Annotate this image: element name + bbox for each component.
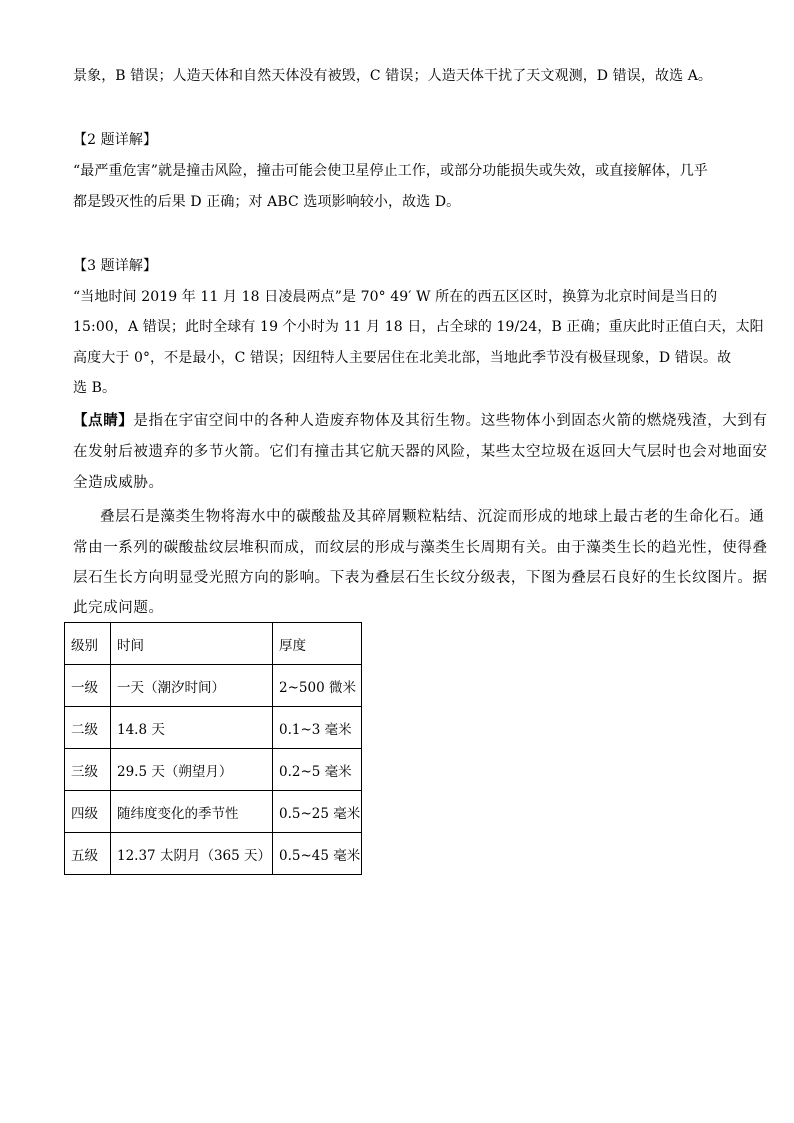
dianjing-line-2: 在发射后被遗弃的多节火箭。它们有撞击其它航天器的风险，某些太空垃圾在返回大气层时也会对地面安 <box>73 444 768 460</box>
table-cell: 12.37 太阴月（365 天） <box>111 833 273 875</box>
table-cell: 29.5 天（朔望月） <box>111 749 273 791</box>
previous-answer-tail: 景象，B 错误；人造天体和自然天体没有被毁，C 错误；人造天体干扰了天文观测，D 错误，故选 A。 <box>73 68 713 84</box>
table-cell: 二级 <box>65 707 111 749</box>
table-cell: 三级 <box>65 749 111 791</box>
table-header-cell: 时间 <box>111 623 273 665</box>
dianjing-label: 【点睛】 <box>73 412 134 429</box>
q3-line-2: 15:00，A 错误；此时全球有 19 个小时为 11 月 18 日，占全球的 19/24，B 正确；重庆此时正值白天，太阳 <box>73 319 764 335</box>
table-cell: 0.1~3 毫米 <box>273 707 362 749</box>
table-cell: 五级 <box>65 833 111 875</box>
table-cell: 一级 <box>65 665 111 707</box>
intro-line-2: 常由一系列的碳酸盐纹层堆积而成，而纹层的形成与藻类生长周期有关。由于藻类生长的趋光性，使得叠 <box>73 540 768 556</box>
table-header-row <box>65 623 362 665</box>
dianjing-line-1 <box>73 412 768 430</box>
q2-line-1: “最严重危害”就是撞击风险，撞击可能会使卫星停止工作，或部分功能损失或失效，或直接解体，几乎 <box>73 163 708 179</box>
q3-heading: 【3 题详解】 <box>73 258 158 274</box>
intro-line-4: 此完成问题。 <box>73 600 164 616</box>
table-cell: 一天（潮汐时间） <box>111 665 273 707</box>
dianjing-text-1: 是指在宇宙空间中的各种人造废弃物体及其衍生物。这些物体小到固态火箭的燃烧残渣，大到有 <box>133 413 768 429</box>
q3-line-4: 选 B。 <box>73 380 117 396</box>
table-row <box>65 791 362 833</box>
q2-heading: 【2 题详解】 <box>73 132 158 148</box>
table-cell: 随纬度变化的季节性 <box>111 791 273 833</box>
table-cell: 0.5~45 毫米 <box>273 833 362 875</box>
table-cell: 2~500 微米 <box>273 665 362 707</box>
q2-line-2: 都是毁灭性的后果 D 正确；对 ABC 选项影响较小，故选 D。 <box>73 194 461 210</box>
q3-line-1: “当地时间 2019 年 11 月 18 日凌晨两点”是 70° 49′ W 所在的西五区区时，换算为北京时间是当日的 <box>73 289 718 305</box>
table-row <box>65 833 362 875</box>
table-row <box>65 749 362 791</box>
intro-line-1: 叠层石是藻类生物将海水中的碳酸盐及其碎屑颗粒粘结、沉淀而形成的地球上最古老的生命化石。通 <box>100 509 765 525</box>
intro-line-3: 层石生长方向明显受光照方向的影响。下表为叠层石生长纹分级表，下图为叠层石良好的生长纹图片。据 <box>73 570 768 586</box>
q3-line-3: 高度大于 0°，不是最小，C 错误；因纽特人主要居住在北美北部，当地此季节没有极昼现象，D 错误。故 <box>73 350 732 366</box>
table-header-cell: 级别 <box>65 623 111 665</box>
table-cell: 0.5~25 毫米 <box>273 791 362 833</box>
table-cell: 0.2~5 毫米 <box>273 749 362 791</box>
table-header-cell: 厚度 <box>273 623 362 665</box>
table-row <box>65 665 362 707</box>
table-cell: 14.8 天 <box>111 707 273 749</box>
table-row <box>65 707 362 749</box>
stromatolite-growth-grade-table <box>64 622 362 875</box>
table-cell: 四级 <box>65 791 111 833</box>
dianjing-line-3: 全造成威胁。 <box>73 475 164 491</box>
